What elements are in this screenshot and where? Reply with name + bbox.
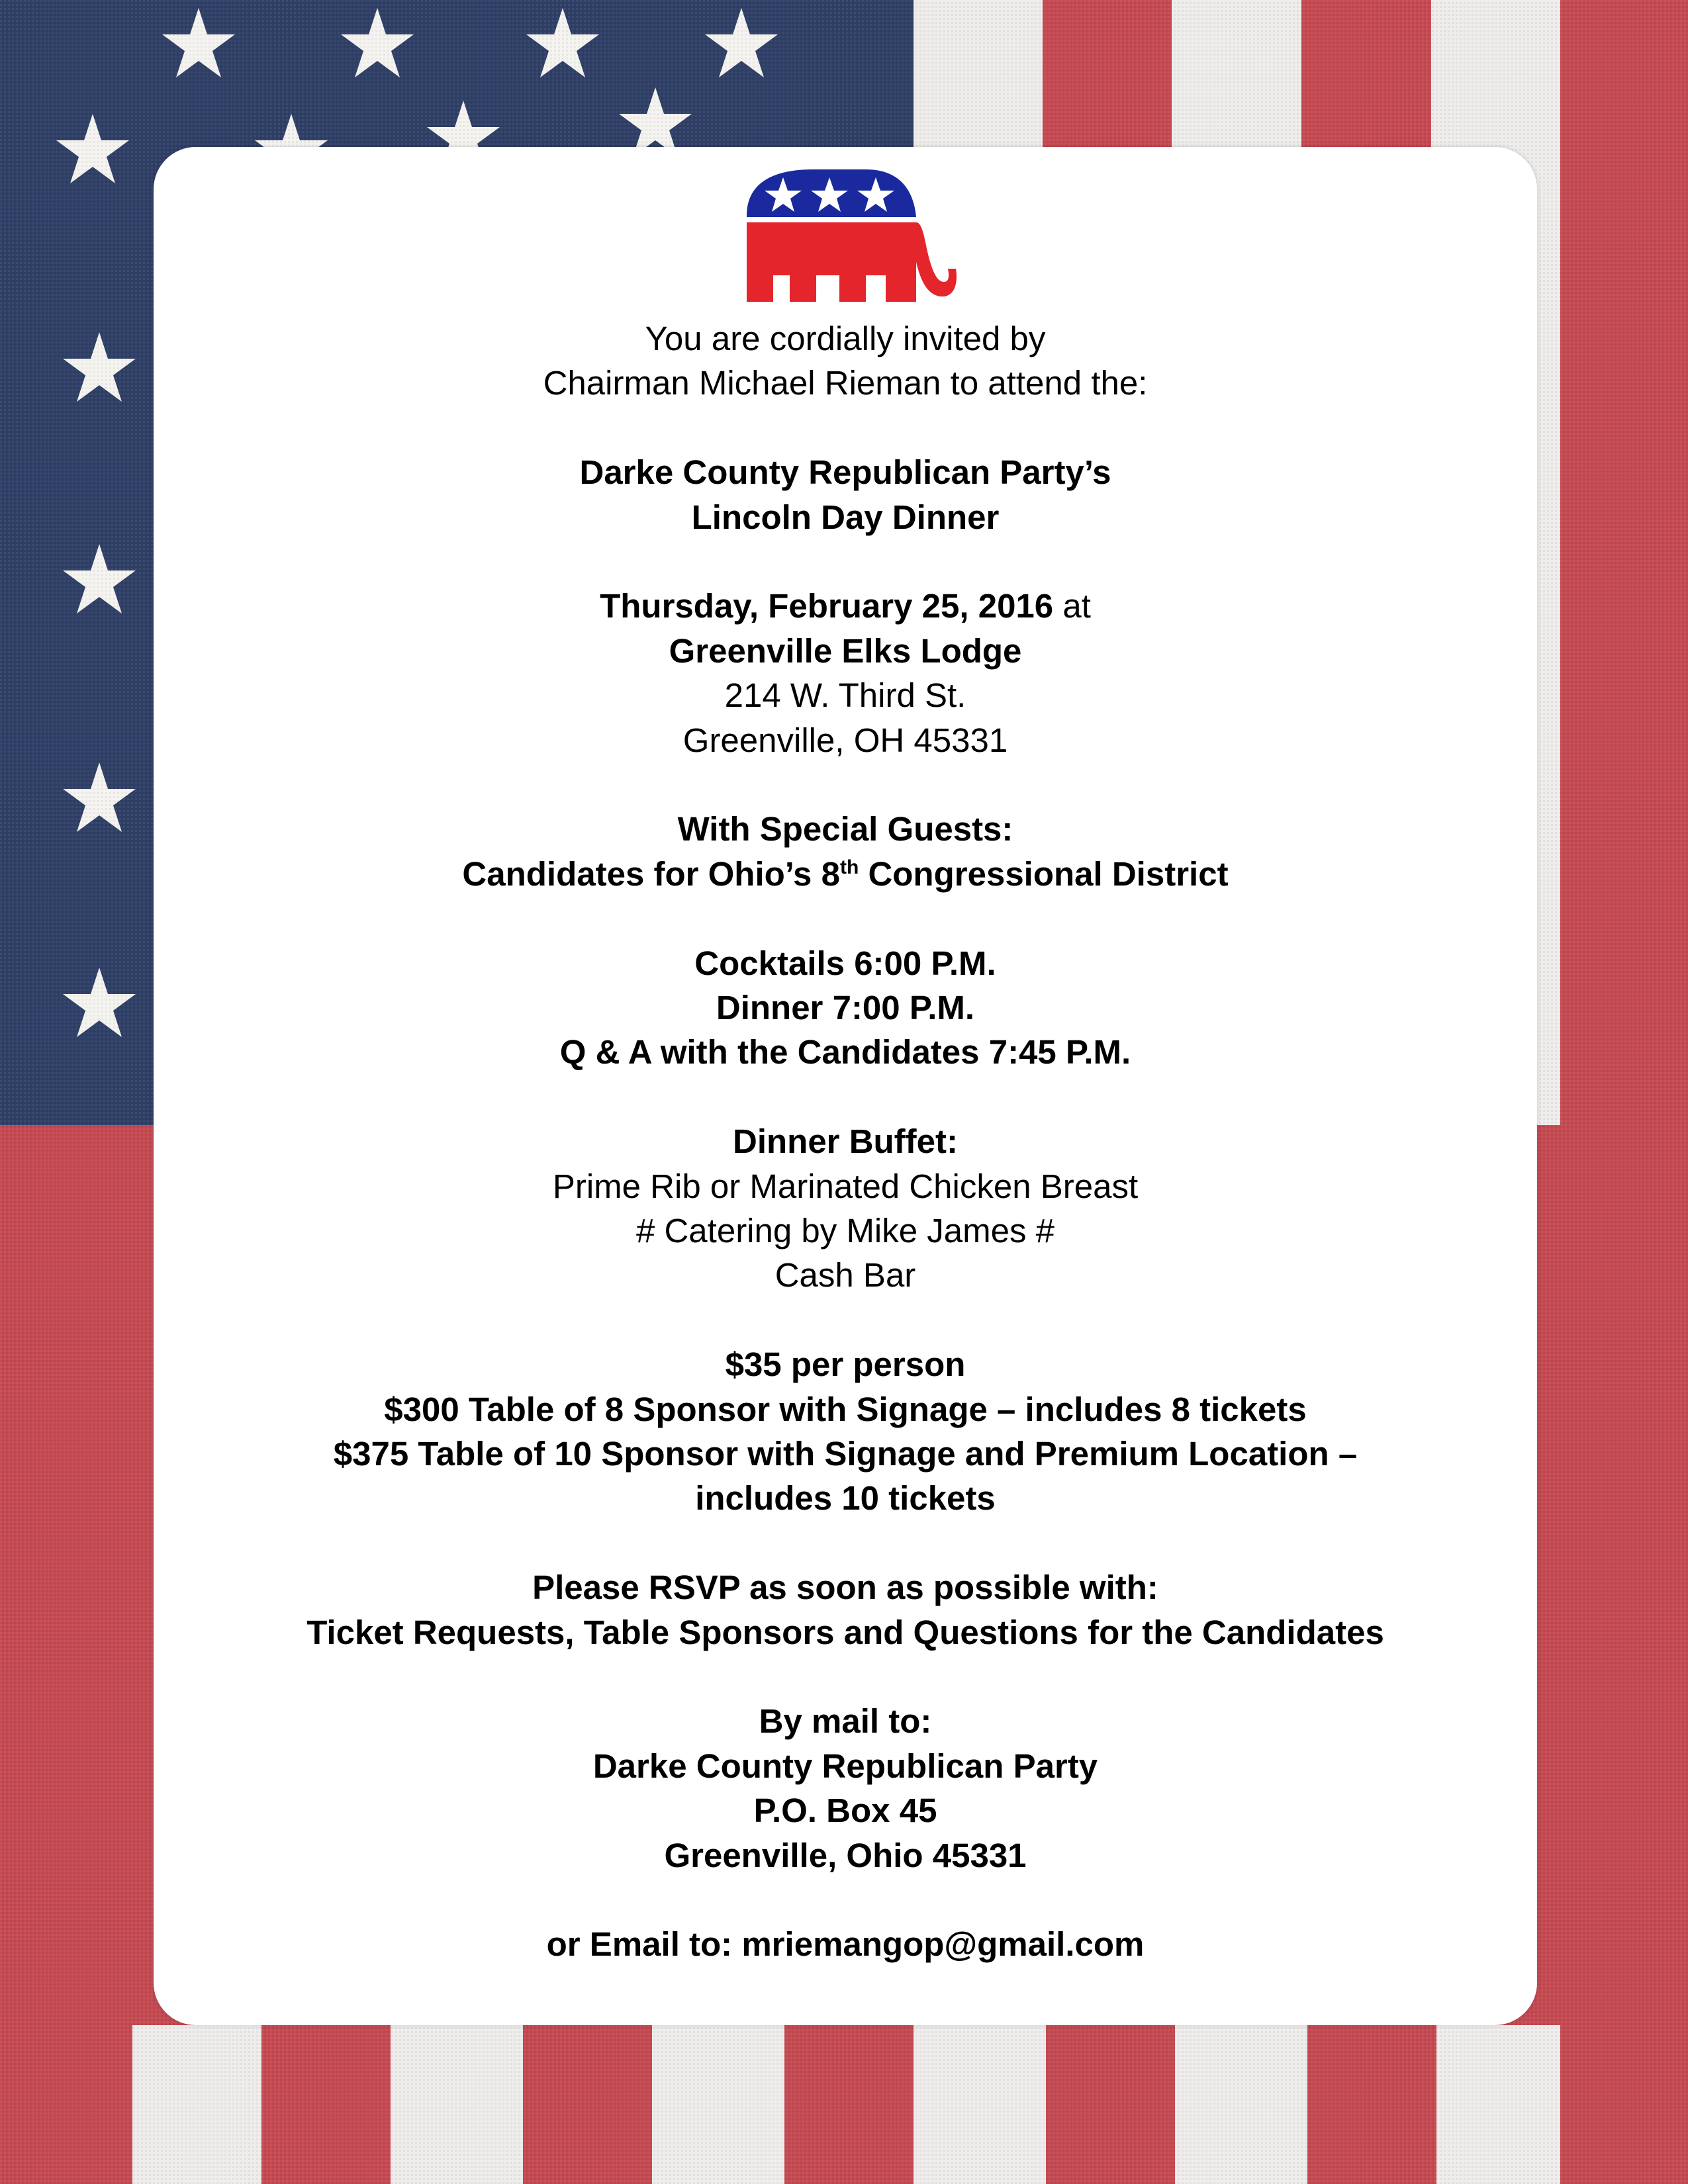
schedule-cocktails: Cocktails 6:00 P.M. (694, 944, 996, 982)
buffet-item-2: # Catering by Mike James # (635, 1212, 1055, 1250)
venue-city: Greenville, OH 45331 (682, 721, 1008, 759)
price-table-10: $375 Table of 10 Sponsor with Signage and Premium Location – (333, 1435, 1358, 1473)
event-date-suffix: at (1053, 587, 1091, 625)
schedule-dinner: Dinner 7:00 P.M. (716, 989, 975, 1027)
mail-city: Greenville, Ohio 45331 (664, 1836, 1027, 1874)
price-per-person: $35 per person (725, 1345, 966, 1384)
buffet-heading: Dinner Buffet: (733, 1122, 958, 1161)
invitation-text (154, 316, 1537, 1967)
rsvp-line-1: Please RSVP as soon as possible with: (532, 1569, 1158, 1607)
guests-line (154, 852, 1537, 896)
guests-line-post: Congressional District (859, 854, 1229, 893)
mail-heading: By mail to: (759, 1702, 932, 1741)
guests-heading: With Special Guests: (677, 810, 1013, 848)
event-title-2: Lincoln Day Dinner (691, 498, 1000, 536)
email-line[interactable]: or Email to: mriemangop@gmail.com (546, 1925, 1145, 1964)
price-table-10-cont: includes 10 tickets (695, 1479, 996, 1518)
venue-name: Greenville Elks Lodge (669, 631, 1022, 670)
mail-box: P.O. Box 45 (753, 1792, 937, 1830)
event-title-1: Darke County Republican Party’s (579, 453, 1111, 492)
guests-line-pre: Candidates for Ohio’s 8 (462, 854, 840, 893)
mail-org: Darke County Republican Party (592, 1747, 1098, 1785)
venue-street: 214 W. Third St. (724, 676, 966, 715)
invite-line-1: You are cordially invited by (645, 320, 1046, 357)
invite-line-2: Chairman Michael Rieman to attend the: (543, 364, 1148, 402)
event-date: Thursday, February 25, 2016 (600, 587, 1054, 625)
event-date-line (154, 584, 1537, 628)
buffet-item-3: Cash Bar (774, 1256, 916, 1295)
schedule-qa: Q & A with the Candidates 7:45 P.M. (559, 1033, 1131, 1071)
republican-elephant-icon (733, 169, 959, 306)
price-table-8: $300 Table of 8 Sponsor with Signage – includes 8 tickets (384, 1390, 1307, 1428)
buffet-item-1: Prime Rib or Marinated Chicken Breast (552, 1167, 1139, 1205)
rsvp-line-2: Ticket Requests, Table Sponsors and Questions for the Candidates (306, 1613, 1384, 1651)
guests-line-sup: th (839, 856, 859, 878)
